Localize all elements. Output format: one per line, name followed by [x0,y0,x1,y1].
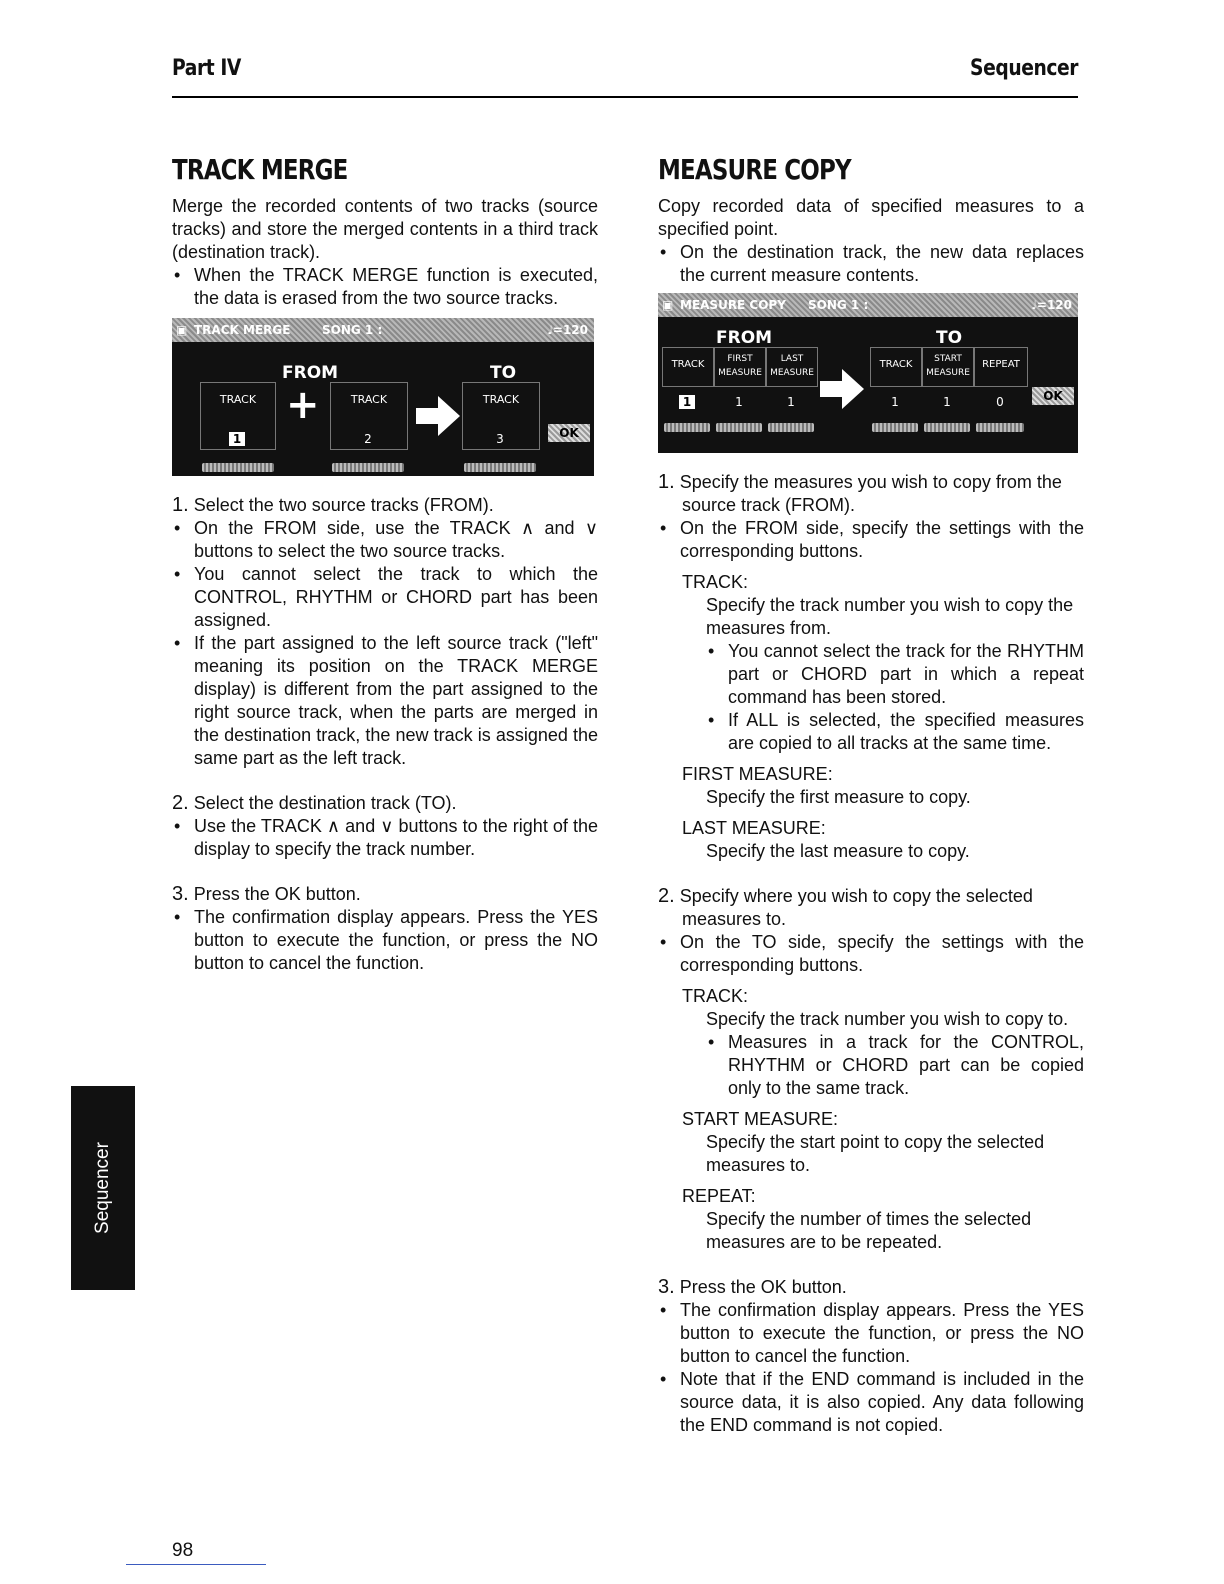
page-number: 98 [172,1540,194,1561]
lcd-tempo: ♩=120 [1031,298,1072,312]
track-dest-label: TRACK [482,393,520,406]
track-a-updown[interactable] [202,463,274,472]
header-rule [172,96,1078,98]
merge-step-3: 3. Press the OK button. [172,883,361,905]
last-measure-value[interactable]: 1 [787,395,795,409]
track-merge-display [172,318,594,476]
lcd-icon: ▣ [662,298,674,312]
lcd-title: TRACK MERGE [194,323,291,337]
page-number-rule [126,1564,266,1565]
to-track-value[interactable]: 1 [891,395,899,409]
track-a-value: 1 [229,432,245,446]
track-merge-column [172,153,598,975]
first-measure-value[interactable]: 1 [735,395,743,409]
start-measure-body: Specify the start point to copy the selected measures to. [706,1132,1045,1175]
start-measure-value[interactable]: 1 [943,395,951,409]
merge-step-2-bullet-1: • Use the TRACK ∧ and ∨ buttons to the right of the display to specify the track number. [172,815,598,861]
track-merge-intro: Merge the recorded contents of two tracks (source tracks) and store the merged contents in a third track (destination track). [172,196,598,262]
track-b-label: TRACK [350,393,388,406]
repeat-body: Specify the number of times the selected measures are to be repeated. [706,1209,1032,1252]
copy-step-2-bullet-1: • On the TO side, specify the settings with the corresponding buttons. [658,931,1084,977]
right-arrow-icon [820,369,864,409]
merge-step-1-bullet-3: • If the part assigned to the left source track ("left" meaning its position on the TRACK MERGE display) is different from the part assigned to the right source track, when the parts are merged in the destination track, the new track is assigned the same part as the left track. [172,632,598,770]
track-merge-heading: TRACK MERGE [172,153,348,186]
lcd-title-bar [658,293,1078,317]
measure-copy-column [658,153,1084,1437]
first-measure-updown[interactable] [716,423,762,432]
to-track-updown[interactable] [872,423,918,432]
copy-step-1: 1. Specify the measures you wish to copy from the source track (FROM). [658,471,1062,515]
copy-step-2: 2. Specify where you wish to copy the selected measures to. [658,885,1033,929]
to-track-body: Specify the track number you wish to copy to. [706,1009,1069,1029]
repeat-label: REPEAT: [682,1186,756,1206]
repeat-header: REPEAT [974,347,1028,387]
lcd-icon: ▣ [176,323,188,337]
to-track-header: TRACK [870,347,922,387]
lcd-title-bar [172,318,594,342]
track-dest-value: 3 [496,432,504,446]
lcd-title: MEASURE COPY [680,298,786,312]
measure-copy-intro: Copy recorded data of specified measures to a specified point. [658,196,1084,239]
lcd-to-label: TO [936,328,963,348]
copy-step-3-bullet-1: • The confirmation display appears. Press the YES button to execute the function, or press the NO button to cancel the function. [658,1299,1084,1368]
repeat-value[interactable]: 0 [996,395,1004,409]
merge-step-2: 2. Select the destination track (TO). [172,792,457,814]
last-measure-updown[interactable] [768,423,814,432]
track-b-value: 2 [364,432,372,446]
side-tab [71,1086,135,1290]
track-b-updown[interactable] [332,463,404,472]
right-arrow-icon [416,396,460,436]
lcd-song: SONG 1 : [322,323,383,337]
header-part: Part IV [172,56,241,81]
copy-step-3-bullet-2: • Note that if the END command is included in the source data, it is also copied. Any data following the END command is not copied. [658,1368,1084,1437]
track-merge-intro-bullet: • When the TRACK MERGE function is executed, the data is erased from the two source tracks. [172,264,598,310]
lcd-song: SONG 1 : [808,298,869,312]
ok-button[interactable]: OK [1032,387,1074,405]
track-bullet-1: • You cannot select the track for the RHYTHM part or CHORD part in which a repeat command has been stored. [706,640,1084,709]
start-measure-updown[interactable] [924,423,970,432]
track-a-label: TRACK [219,393,257,406]
track-dest-updown[interactable] [464,463,536,472]
last-measure-header: LAST MEASURE [766,347,818,387]
start-measure-header: START MEASURE [922,347,974,387]
repeat-updown[interactable] [976,423,1024,432]
lcd-from-label: FROM [282,363,339,383]
merge-step-1-bullet-1: • On the FROM side, use the TRACK ∧ and ∨ buttons to select the two source tracks. [172,517,598,563]
last-measure-body: Specify the last measure to copy. [706,841,970,861]
track-label: TRACK: [682,572,749,592]
header-section: Sequencer [969,56,1078,81]
first-measure-body: Specify the first measure to copy. [706,787,971,807]
measure-copy-heading: MEASURE COPY [658,153,851,186]
measure-copy-intro-bullet: • On the destination track, the new data replaces the current measure contents. [658,241,1084,287]
measure-copy-display [658,293,1078,453]
side-tab-label: Sequencer [92,1142,113,1234]
merge-step-3-bullet-1: • The confirmation display appears. Press the YES button to execute the function, or press the NO button to cancel the function. [172,906,598,975]
to-track-label: TRACK: [682,986,749,1006]
first-measure-label: FIRST MEASURE: [682,764,833,784]
track-bullet-2: • If ALL is selected, the specified measures are copied to all tracks at the same time. [706,709,1084,755]
copy-step-3: 3. Press the OK button. [658,1276,847,1298]
ok-button[interactable]: OK [548,424,590,442]
lcd-tempo: ♩=120 [547,323,588,337]
last-measure-label: LAST MEASURE: [682,818,826,838]
from-track-header: TRACK [662,347,714,387]
start-measure-label: START MEASURE: [682,1109,839,1129]
to-track-bullet-1: • Measures in a track for the CONTROL, RHYTHM or CHORD part can be copied only to the same track. [706,1031,1084,1100]
from-track-value[interactable]: 1 [679,395,695,409]
lcd-to-label: TO [490,363,517,383]
lcd-from-label: FROM [716,328,773,348]
merge-step-1-bullet-2: • You cannot select the track to which the CONTROL, RHYTHM or CHORD part has been assigned. [172,563,598,632]
copy-step-1-bullet-1: • On the FROM side, specify the settings with the corresponding buttons. [658,517,1084,563]
merge-step-1: 1. Select the two source tracks (FROM). [172,494,494,516]
from-track-updown[interactable] [664,423,710,432]
plus-icon: + [286,382,320,428]
track-body: Specify the track number you wish to copy the measures from. [706,595,1074,638]
first-measure-header: FIRST MEASURE [714,347,766,387]
